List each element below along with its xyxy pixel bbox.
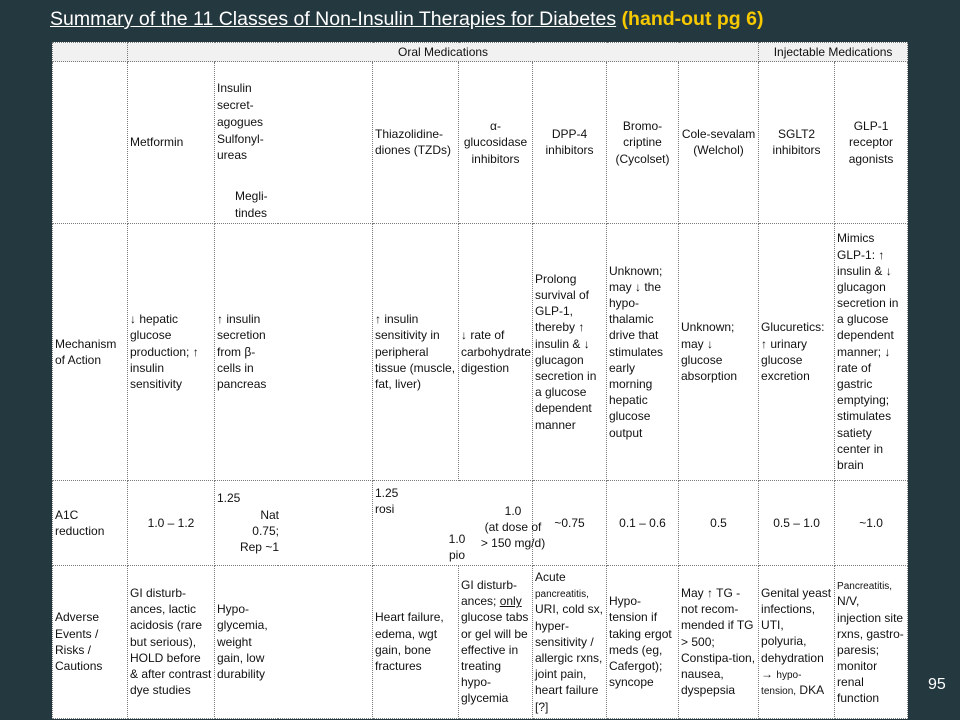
col-dpp4: DPP-4 inhibitors [533, 62, 607, 224]
a1c-tzd-agi [373, 480, 546, 565]
adverse-tzd: Heart failure, edema, wgt gain, bone fractures [373, 565, 459, 718]
a1c-secretagogues: 1.25 Nat 0.75; Rep ~1 [215, 480, 373, 565]
mechanism-secretagogues: ↑ insulin secretion from β-cells in pancreas [215, 223, 373, 480]
group-injectable: Injectable Medications [759, 43, 908, 62]
adverse-agi: GI disturb-ances; only glucose tabs or gel will be effective in treating hypo-glycemia [459, 565, 533, 718]
corner-cell [53, 43, 128, 62]
mechanism-dpp4: Prolong survival of GLP-1, thereby ↑ insulin & ↓ glucagon secretion in a glucose dependent manner [533, 223, 607, 480]
col-alpha-glucosidase: α-glucosidase inhibitors [459, 62, 533, 224]
col-sulfonylureas: Insulin secret-agogues Sulfonyl-ureas [217, 81, 264, 163]
mechanism-tzd: ↑ insulin sensitivity in peripheral tissue (muscle, fat, liver) [373, 223, 459, 480]
title-main: Summary of the 11 Classes of Non-Insulin Therapies for Diabetes [50, 8, 617, 30]
a1c-colesevelam: 0.5 [679, 480, 759, 565]
a1c-label: A1C reduction [53, 480, 128, 565]
mechanism-glp1: Mimics GLP-1: ↑ insulin & ↓ glucagon secretion in a glucose dependent manner; ↓ rate of gastric emptying; stimulates satiety center in brain [835, 223, 908, 480]
col-metformin: Metformin [128, 62, 215, 224]
a1c-sglt2: 0.5 – 1.0 [759, 480, 835, 565]
adverse-bromocriptine: Hypo-tension if taking ergot meds (eg, Cafergot); syncope [607, 565, 679, 718]
column-header-row [53, 62, 908, 224]
a1c-dpp4: ~0.75 [533, 480, 607, 565]
slide-title [50, 8, 950, 31]
col-colesevelam: Cole-sevalam (Welchol) [679, 62, 759, 224]
adverse-dpp4: Acute pancreatitis, URI, cold sx, hyper-sensitivity / allergic rxns, joint pain, heart failure [?] [533, 565, 607, 718]
mechanism-row [53, 223, 908, 480]
mechanism-label: Mechanism of Action [53, 223, 128, 480]
col-sglt2: SGLT2 inhibitors [759, 62, 835, 224]
a1c-bromocriptine: 0.1 – 0.6 [607, 480, 679, 565]
mechanism-metformin: ↓ hepatic glucose production; ↑ insulin sensitivity [128, 223, 215, 480]
col-secretagogues-cell [215, 62, 373, 224]
mechanism-bromocriptine: Unknown; may ↓ the hypo-thalamic drive that stimulates early morning hepatic glucose output [607, 223, 679, 480]
a1c-tzd: 1.25 rosi [375, 485, 399, 516]
adverse-events-row [53, 565, 908, 718]
adverse-label: Adverse Events / Risks / Cautions [53, 565, 128, 718]
col-bromocriptine: Bromo-criptine (Cycolset) [607, 62, 679, 224]
col-tzd: Thiazolidine-diones (TZDs) [373, 62, 459, 224]
page-number: 95 [928, 676, 946, 693]
adverse-metformin: GI disturb-ances, lactic acidosis (rare but serious), HOLD before & after contrast dye studies [128, 565, 215, 718]
mechanism-colesevelam: Unknown; may ↓ glucose absorption [679, 223, 759, 480]
a1c-glp1: ~1.0 [835, 480, 908, 565]
a1c-tzd-pio: 1.0 pio [448, 531, 466, 562]
col-meglitinides: Megli-tindes [235, 189, 268, 220]
a1c-row [53, 480, 908, 565]
a1c-metformin: 1.0 – 1.2 [128, 480, 215, 565]
mechanism-sglt2: Glucuretics: ↑ urinary glucose excretion [759, 223, 835, 480]
col-glp1: GLP-1 receptor agonists [835, 62, 908, 224]
header-blank-cell [53, 62, 128, 224]
title-handout-note: (hand-out pg 6) [621, 8, 764, 30]
adverse-glp1: Pancreatitis, N/V, injection site rxns, gastro-paresis; monitor renal function [835, 565, 908, 718]
therapy-summary-table [52, 42, 908, 719]
group-header-row [53, 43, 908, 62]
adverse-sglt2: Genital yeast infections, UTI, polyuria, dehydration → hypo-tension, DKA [759, 565, 835, 718]
a1c-agi: 1.0 (at dose of > 150 mg/d) [480, 503, 546, 551]
group-oral: Oral Medications [128, 43, 759, 62]
arrow-right-icon: → [761, 666, 774, 681]
mechanism-agi: ↓ rate of carbohydrate digestion [459, 223, 533, 480]
adverse-colesevelam: May ↑ TG - not recom-mended if TG > 500; Constipa-tion, nausea, dyspepsia [679, 565, 759, 718]
adverse-secretagogues: Hypo-glycemia, weight gain, low durability [215, 565, 373, 718]
